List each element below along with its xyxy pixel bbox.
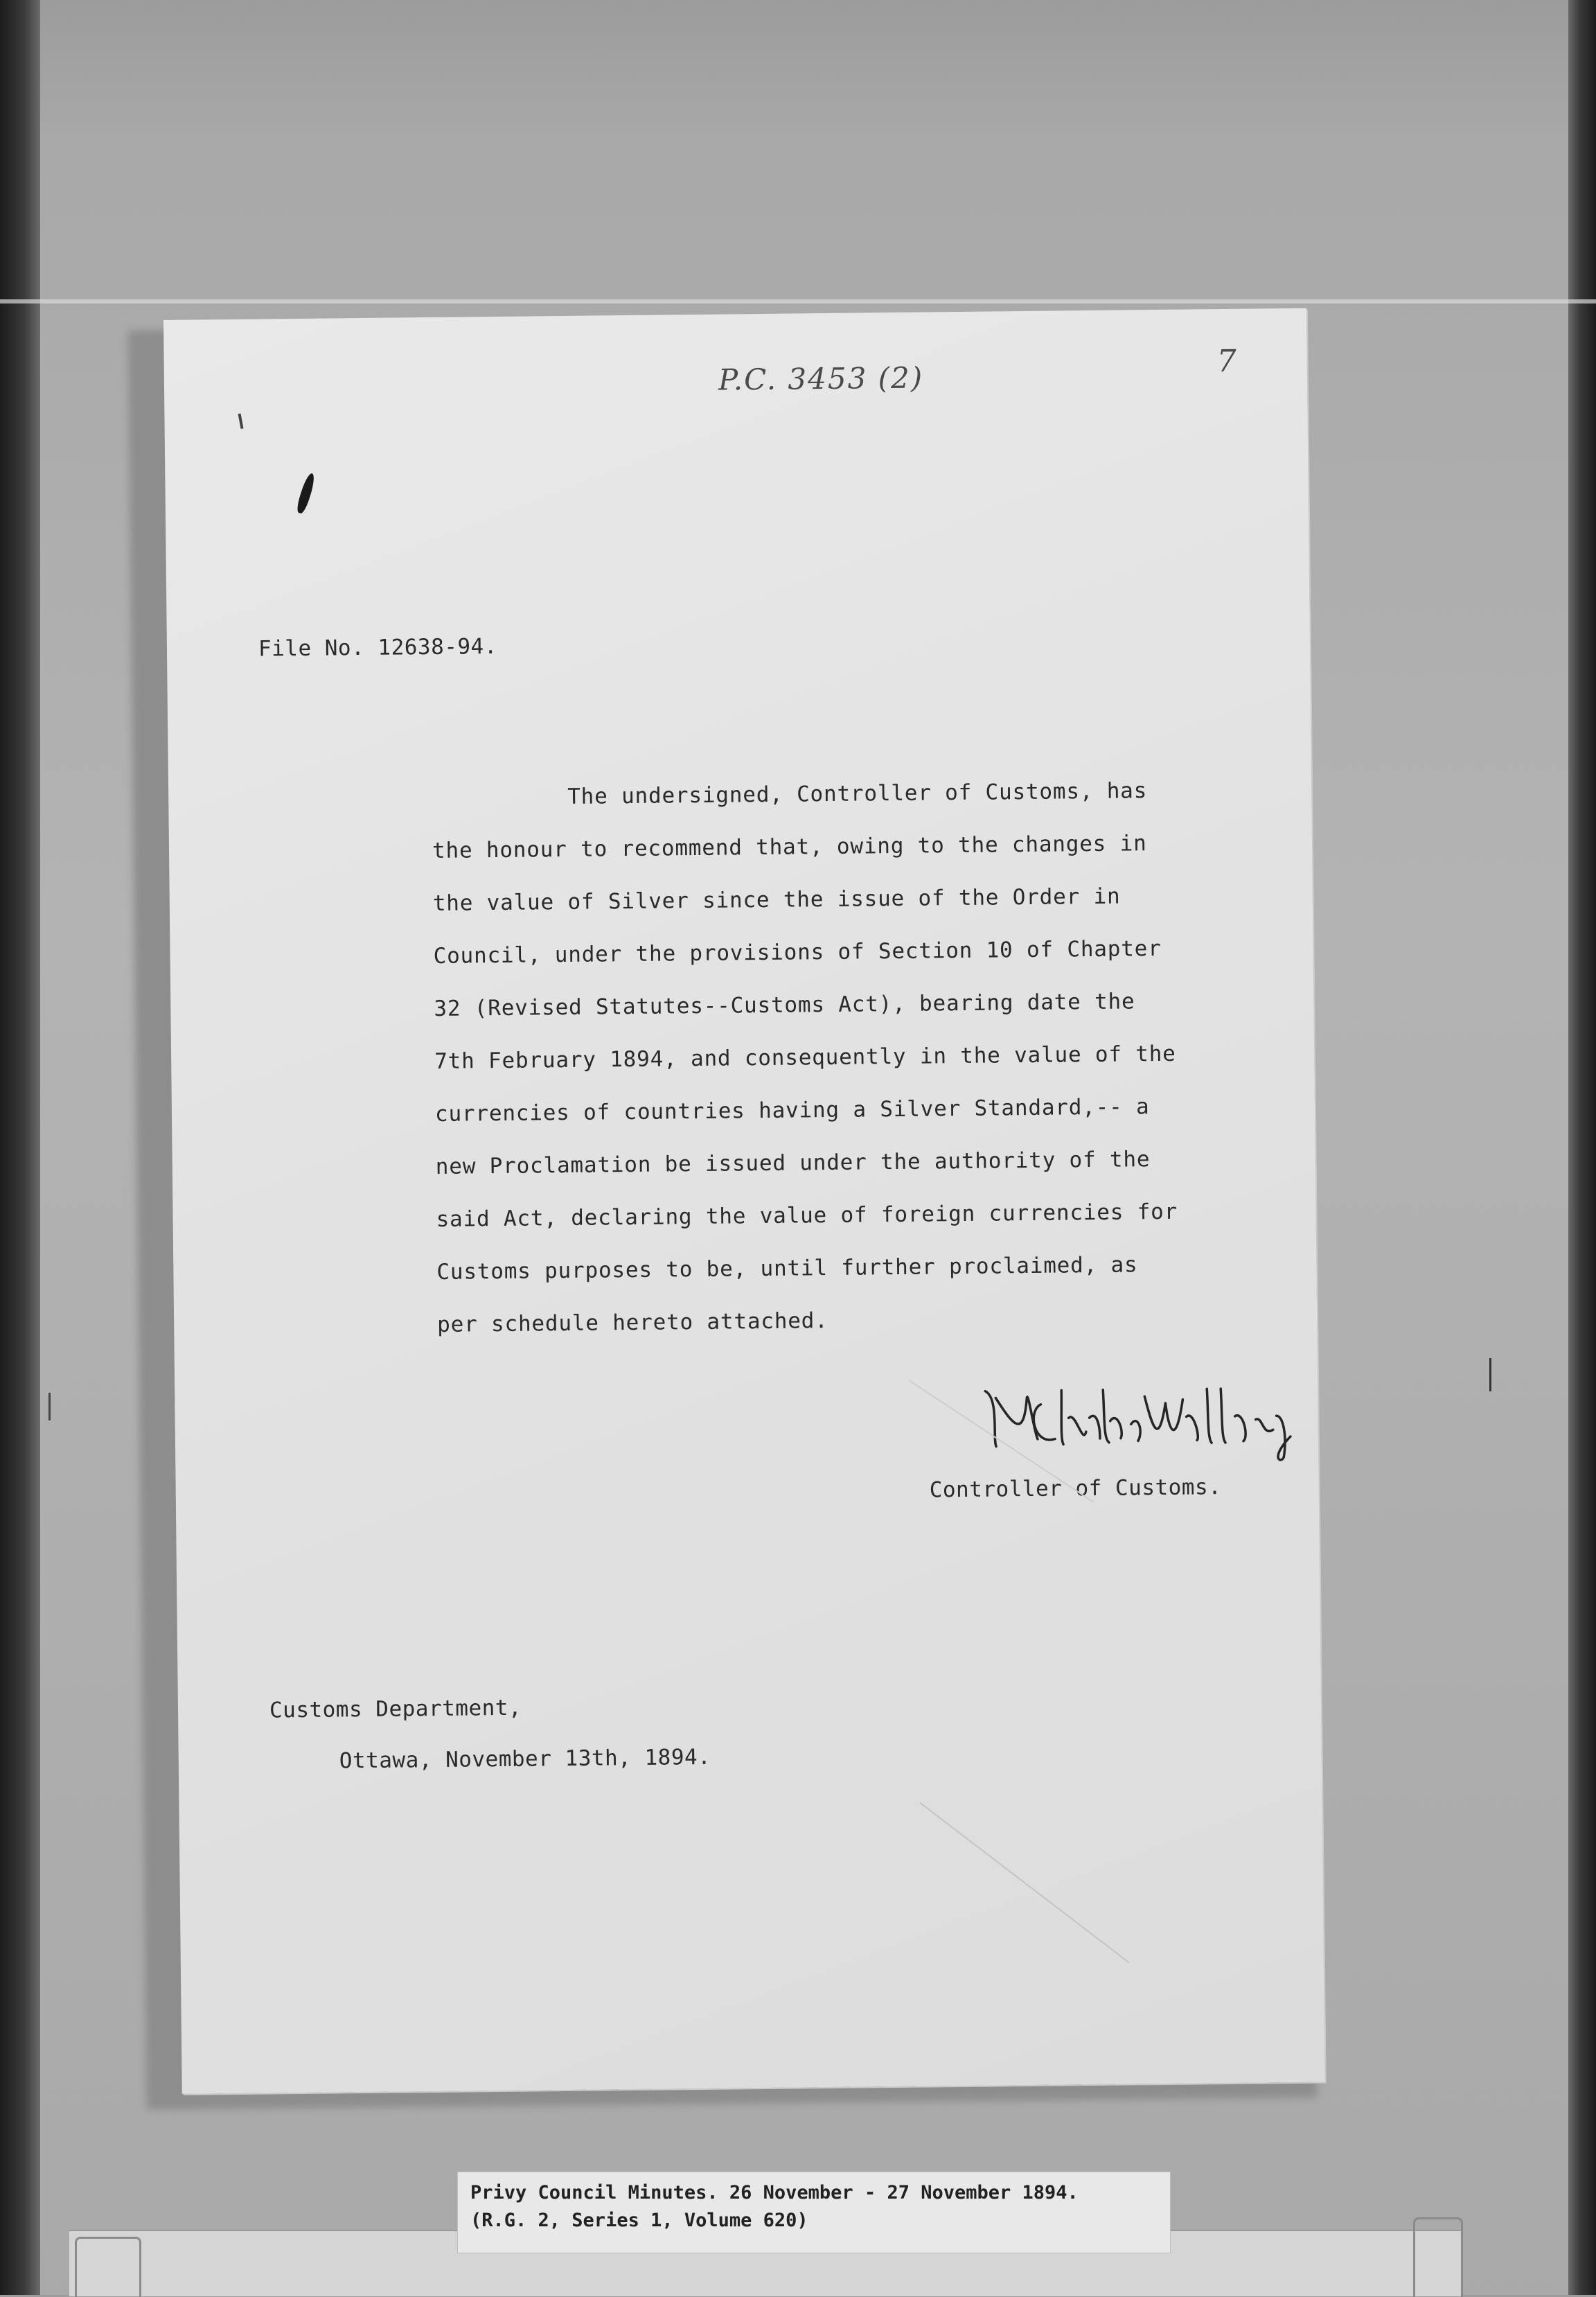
- film-edge-left: [0, 0, 40, 2295]
- body-line: Customs purposes to be, until further proclaimed, as: [436, 1252, 1138, 1285]
- signatory-title: Controller of Customs.: [929, 1475, 1222, 1503]
- body-line: new Proclamation be issued under the authority of the: [435, 1147, 1151, 1179]
- ink-mark: [238, 414, 244, 429]
- caption-reference: (R.G. 2, Series 1, Volume 620): [470, 2210, 808, 2231]
- body-line: Council, under the provisions of Section 10 of Chapter: [433, 935, 1162, 969]
- handwritten-reference: P.C. 3453 (2): [718, 360, 924, 397]
- body-line: 7th February 1894, and consequently in the value of the: [434, 1041, 1176, 1074]
- body-line: 32 (Revised Statutes--Customs Act), bearing date the: [434, 989, 1135, 1021]
- film-mark: [1489, 1358, 1491, 1391]
- paper-crease: [919, 1802, 1129, 1963]
- body-line: per schedule hereto attached.: [437, 1308, 828, 1337]
- ink-mark: [295, 472, 317, 514]
- film-mark: [48, 1393, 51, 1420]
- body-line: The undersigned, Controller of Customs, has: [567, 778, 1148, 809]
- film-tab: [75, 2237, 141, 2297]
- document-page: [163, 308, 1325, 2094]
- handwritten-signature: [971, 1366, 1332, 1467]
- page-number: 7: [1216, 343, 1236, 380]
- body-line: the honour to recommend that, owing to the changes in: [432, 831, 1147, 863]
- film-edge-right: [1568, 0, 1596, 2295]
- film-tab: [1413, 2217, 1463, 2297]
- department-name: Customs Department,: [269, 1695, 522, 1723]
- memo-body: [432, 764, 1255, 1351]
- file-number: File No. 12638-94.: [258, 633, 498, 662]
- body-line: said Act, declaring the value of foreign currencies for: [436, 1199, 1178, 1232]
- caption-title: Privy Council Minutes. 26 November - 27 November 1894.: [470, 2182, 1079, 2203]
- place-and-date: Ottawa, November 13th, 1894.: [339, 1744, 711, 1774]
- body-line: currencies of countries having a Silver Standard,-- a: [434, 1094, 1150, 1127]
- archive-caption: [457, 2172, 1171, 2253]
- body-line: the value of Silver since the issue of the Order in: [432, 883, 1121, 916]
- scan-line: [0, 299, 1596, 303]
